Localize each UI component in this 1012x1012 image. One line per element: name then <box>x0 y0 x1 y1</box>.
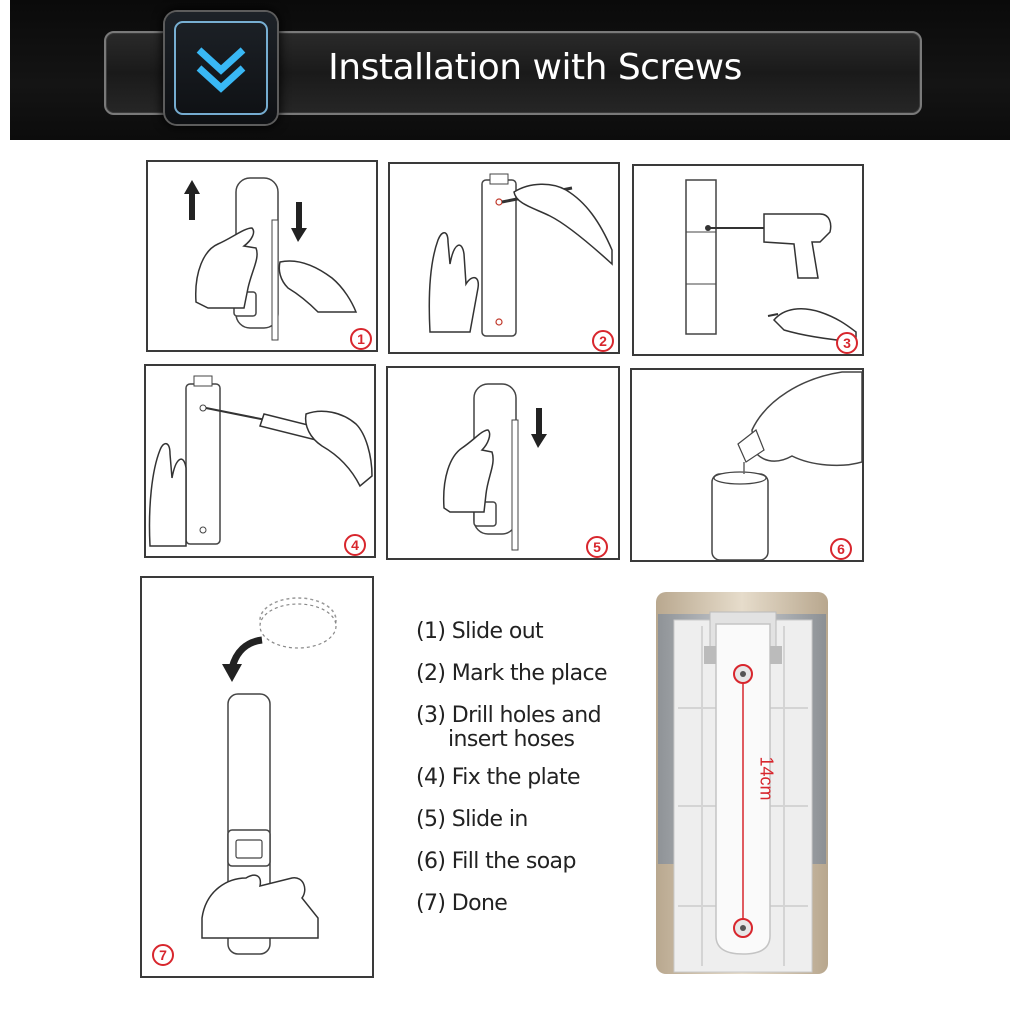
step-panel-6 <box>630 368 864 562</box>
product-back-photo <box>654 590 830 976</box>
step-text-6: (6) Fill the soap <box>416 849 576 874</box>
step-panel-5 <box>386 366 620 560</box>
step-text-3-cont: insert hoses <box>448 727 575 752</box>
fill-soap-illustration <box>632 370 862 560</box>
step-number-6: 6 <box>830 538 852 560</box>
slide-in-illustration <box>388 368 618 558</box>
dimension-label: 14cm <box>756 756 777 801</box>
step-number-7: 7 <box>152 944 174 966</box>
badge <box>165 12 277 124</box>
step-text-1: (1) Slide out <box>416 619 544 644</box>
fix-plate-illustration <box>146 366 374 556</box>
step-number-5: 5 <box>586 536 608 558</box>
step-panel-4 <box>144 364 376 558</box>
mark-place-illustration <box>390 164 618 352</box>
step-panel-2 <box>388 162 620 354</box>
drill-holes-illustration <box>634 166 862 354</box>
step-panel-3 <box>632 164 864 356</box>
step-panel-1 <box>146 160 378 352</box>
slide-out-illustration <box>148 162 376 350</box>
step-panel-7 <box>140 576 374 978</box>
step-number-4: 4 <box>344 534 366 556</box>
step-text-5: (5) Slide in <box>416 807 528 832</box>
step-text-2: (2) Mark the place <box>416 661 607 686</box>
step-text-7: (7) Done <box>416 891 508 916</box>
step-number-2: 2 <box>592 330 614 352</box>
step-text-4: (4) Fix the plate <box>416 765 580 790</box>
step-text-3: (3) Drill holes and <box>416 703 601 728</box>
step-number-3: 3 <box>836 332 858 354</box>
double-chevron-down-icon <box>165 12 277 124</box>
done-illustration <box>142 578 372 976</box>
step-number-1: 1 <box>350 328 372 350</box>
page-title: Installation with Screws <box>328 47 742 88</box>
